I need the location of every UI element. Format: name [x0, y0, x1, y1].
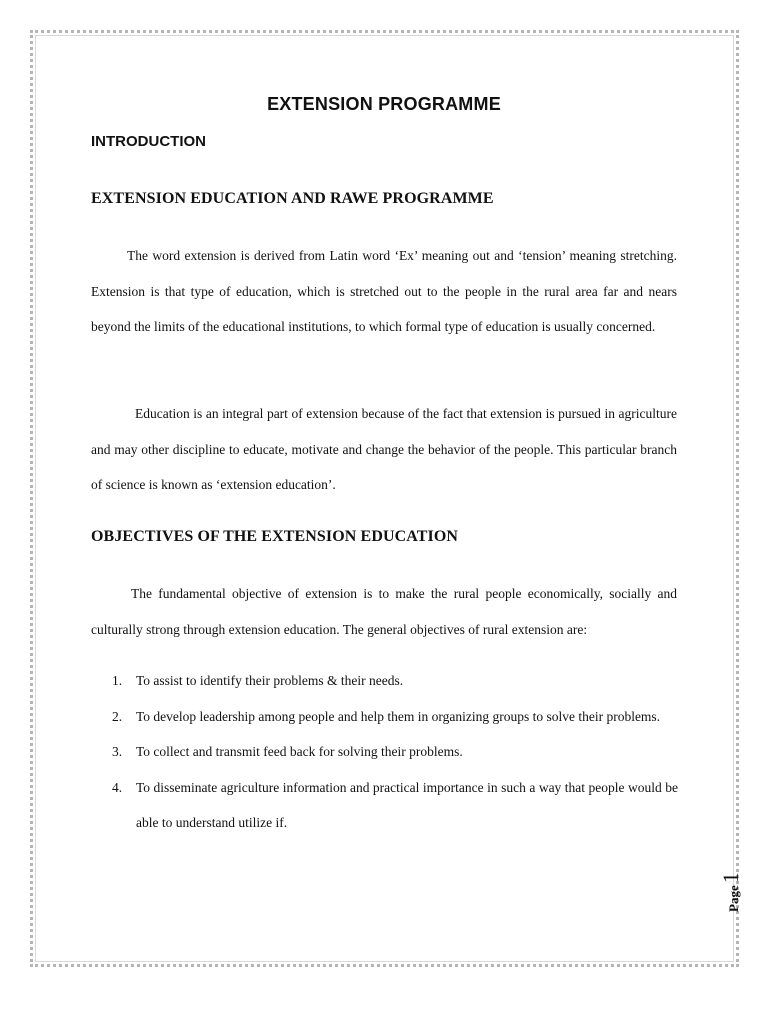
- list-item: [112, 663, 678, 699]
- list-number: 4.: [112, 779, 123, 795]
- objectives-list: [112, 663, 678, 841]
- page-number: 1: [718, 872, 743, 884]
- list-text: To disseminate agriculture information and practical importance in such a way that people would be able to understand utilize if.: [136, 779, 678, 830]
- paragraph-text: The word extension is derived from Latin word ‘Ex’ meaning out and ‘tension’ meaning stretching. Extension is that type of education, which is stretched out to the people in the rural area far and nears beyond the limits of the educational institutions, to which formal type of education is usually concerned.: [91, 248, 677, 334]
- list-text: To develop leadership among people and help them in organizing groups to solve their problems.: [136, 708, 661, 724]
- list-number: 1.: [112, 673, 123, 688]
- list-number: 3.: [112, 744, 123, 759]
- page-number-label: [718, 872, 744, 912]
- list-item: [112, 734, 678, 770]
- document-title: EXTENSION PROGRAMME: [267, 94, 501, 114]
- intro-heading: INTRODUCTION: [91, 133, 206, 150]
- list-item: [112, 699, 678, 735]
- paragraph-extension-education: [91, 396, 677, 503]
- section-heading-objectives: OBJECTIVES OF THE EXTENSION EDUCATION: [91, 528, 459, 545]
- list-item: [112, 770, 678, 841]
- list-text: To assist to identify their problems & their needs.: [136, 673, 404, 688]
- section-heading-extension-education: EXTENSION EDUCATION AND RAWE PROGRAMME: [91, 190, 494, 207]
- paragraph-objectives-intro: [91, 576, 677, 647]
- list-text: To collect and transmit feed back for solving their problems.: [136, 744, 463, 759]
- page-word: Page: [726, 885, 741, 912]
- paragraph-text: The fundamental objective of extension is to make the rural people economically, socially and culturally strong through extension education. The general objectives of rural extension are:: [91, 586, 677, 637]
- paragraph-text: Education is an integral part of extension because of the fact that extension is pursued in agriculture and may other discipline to educate, motivate and change the behavior of the people. This particular branch of science is known as ‘extension education’.: [91, 406, 677, 492]
- paragraph-extension-definition: [91, 238, 677, 345]
- list-number: 2.: [112, 708, 123, 724]
